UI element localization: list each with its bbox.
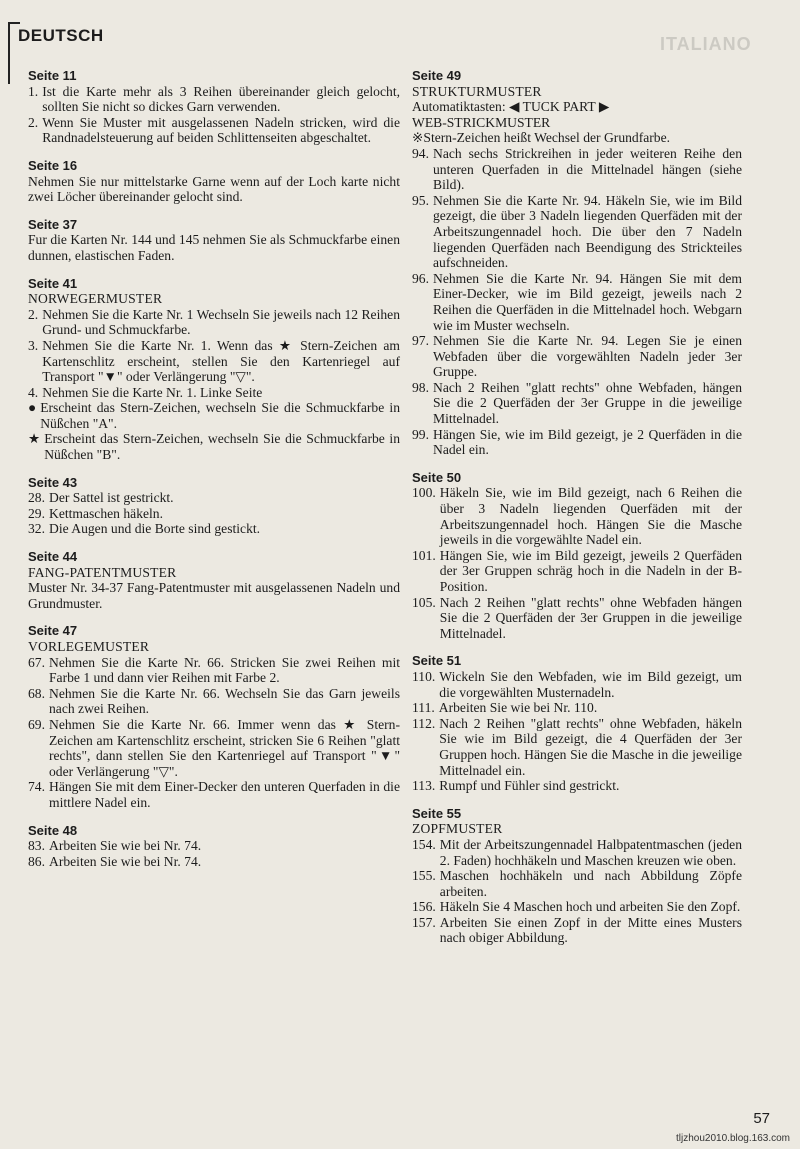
section-title: Seite 44	[28, 549, 78, 565]
item-text: Mit der Arbeitszungennadel Halbpatentmaschen (jeden 2. Faden) hochhäkeln und Maschen kreuzen wie oben.	[439, 836, 742, 868]
item-number: 97.	[412, 333, 429, 349]
instruction-item	[28, 232, 400, 263]
instruction-item	[412, 778, 742, 794]
section-subtitle: FANG-PATENTMUSTER	[28, 564, 177, 580]
section-subtitle: NORWEGERMUSTER	[28, 291, 163, 307]
section-title: Seite 11	[28, 68, 77, 83]
instruction-item	[412, 427, 742, 458]
item-text: Ist die Karte mehr als 3 Reihen übereinander gleich gelocht, sollten Sie nicht so dickes Garn verwenden.	[42, 83, 400, 115]
instruction-item	[412, 700, 742, 716]
item-number: 155.	[412, 868, 436, 884]
item-text: Nach 2 Reihen "glatt rechts" ohne Webfaden, häkeln Sie wie im Bild gezeigt, die 4 Querfäden der 3er Gruppen hoch. Hängen Sie die Masche in die jeweilige Mittelnadel ein.	[439, 715, 742, 778]
instruction-item	[28, 115, 400, 146]
instruction-item	[28, 338, 400, 385]
item-text: Wickeln Sie den Webfaden, wie im Bild gezeigt, um die vorgewählten Musternadeln.	[439, 668, 742, 700]
section-title: Seite 48	[28, 822, 78, 838]
section	[28, 623, 400, 810]
right-column	[412, 68, 742, 958]
page-number: 57	[753, 1110, 770, 1127]
item-text: Arbeiten Sie wie bei Nr. 74.	[49, 838, 202, 854]
item-number: 99.	[412, 426, 429, 442]
instruction-item	[412, 380, 742, 427]
item-text: Nehmen Sie die Karte Nr. 94. Legen Sie je einen Webfaden über die vorgewählten Nadeln jeder 3er Gruppe.	[433, 333, 742, 380]
item-text: Wenn Sie Muster mit ausgelassenen Nadeln stricken, wird die Randnadelsteuerung auf beiden Schlittenseiten abgeschaltet.	[42, 114, 400, 146]
item-number: 29.	[28, 505, 45, 521]
instruction-item	[28, 521, 400, 537]
item-text: Kettmaschen häkeln.	[49, 505, 163, 521]
instruction-item	[28, 506, 400, 522]
item-text: Nehmen Sie die Karte Nr. 1 Wechseln Sie jeweils nach 12 Reihen Grund- und Schmuckfarbe.	[42, 306, 400, 338]
item-number: 105.	[412, 594, 436, 610]
item-number: 86.	[28, 853, 45, 869]
item-number: 156.	[412, 899, 436, 915]
language-header: DEUTSCH	[18, 26, 104, 45]
item-text: Nach sechs Strickreihen in jeder weiteren Reihe den unteren Querfaden in die Mittelnadel hängen (siehe Bild).	[433, 145, 742, 193]
bleed-through-heading: ITALIANO	[660, 34, 752, 54]
instruction-item	[28, 385, 400, 401]
section	[28, 68, 400, 146]
instruction-item	[28, 838, 400, 854]
instruction-item	[28, 84, 400, 115]
item-text: Häkeln Sie, wie im Bild gezeigt, nach 6 Reihen die über 3 Nadeln liegenden Querfäden mit der Arbeitszungennadel hoch. Hängen Sie die Masche jeweils in die vorgewählte Nadel ein.	[439, 485, 742, 548]
item-number: 28.	[28, 490, 45, 506]
left-column	[28, 68, 400, 881]
item-number: 154.	[412, 836, 436, 852]
item-text: Nehmen Sie die Karte Nr. 1. Wenn das ★ Stern-Zeichen am Kartenschlitz erscheint, stellen Sie den Kartenriegel auf Transport "▼" oder Verlängerung "▽".	[42, 337, 400, 385]
item-number: 112.	[412, 715, 436, 731]
instruction-item	[28, 431, 400, 462]
instruction-item	[28, 307, 400, 338]
section	[28, 217, 400, 264]
item-text: Der Sattel ist gestrickt.	[49, 490, 174, 506]
item-text: Nehmen Sie die Karte Nr. 94. Häkeln Sie, wie im Bild gezeigt, die über 3 Nadeln liegenden Querfäden mit der Arbeitszungennadel hoch. Die über den 7 Nadeln liegenden Querfäden nach Beendigung des Strickteiles aufschneiden.	[433, 192, 742, 271]
instruction-item	[412, 899, 742, 915]
section	[28, 158, 400, 205]
item-number: ●	[28, 400, 37, 416]
section-title: Seite 55	[412, 805, 462, 821]
section-subtitle: VORLEGEMUSTER	[28, 639, 150, 654]
item-number: 113.	[412, 778, 436, 794]
instruction-item	[412, 868, 742, 899]
section-title: Seite 49	[412, 68, 462, 83]
item-number: 2.	[28, 114, 39, 130]
item-text: Nehmen Sie die Karte Nr. 94. Hängen Sie mit dem Einer-Decker, wie im Bild gezeigt, jeweils nach 2 Reihen die Querfäden in die Mittelnadel hoch. Webgarn wie im Muster wechseln.	[433, 270, 742, 333]
item-text: Hängen Sie, wie im Bild gezeigt, je 2 Querfäden in die Nadel ein.	[433, 426, 742, 458]
item-number: 110.	[412, 668, 436, 684]
item-number: 69.	[28, 716, 45, 732]
section-title: Seite 37	[28, 216, 78, 232]
section-title: Seite 47	[28, 623, 78, 639]
section	[412, 806, 742, 946]
instruction-item	[412, 193, 742, 271]
item-number: 1.	[28, 83, 39, 99]
item-text: Arbeiten Sie einen Zopf in der Mitte eines Musters nach obiger Abbildung.	[439, 914, 742, 946]
section	[412, 653, 742, 793]
item-text: Muster Nr. 34-37 Fang-Patentmuster mit ausgelassenen Nadeln und Grundmuster.	[28, 580, 400, 611]
instruction-item	[28, 686, 400, 717]
instruction-item	[28, 490, 400, 506]
item-number: 101.	[412, 547, 436, 563]
info-line: ※Stern-Zeichen heißt Wechsel der Grundfarbe.	[412, 130, 671, 146]
instruction-item	[412, 716, 742, 778]
item-text: Hängen Sie, wie im Bild gezeigt, jeweils 2 Querfäden der 3er Gruppen schräg hoch in die Nadeln in der B-Position.	[439, 547, 742, 594]
item-text: Häkeln Sie 4 Maschen hoch und arbeiten Sie den Zopf.	[439, 899, 741, 915]
item-text: Fur die Karten Nr. 144 und 145 nehmen Sie als Schmuckfarbe einen dunnen, elastischen Faden.	[28, 232, 400, 263]
item-text: Nehmen Sie die Karte Nr. 1. Linke Seite	[42, 384, 263, 400]
instruction-item	[412, 146, 742, 193]
item-number: 3.	[28, 337, 39, 353]
info-line: Automatiktasten: ◀ TUCK PART ▶	[412, 99, 610, 115]
watermark: tljzhou2010.blog.163.com	[676, 1133, 790, 1144]
item-number: 2.	[28, 306, 39, 322]
item-text: Nehmen Sie die Karte Nr. 66. Stricken Sie zwei Reihen mit Farbe 1 und dann vier Reihen mit Farbe 2.	[49, 654, 400, 686]
item-text: Maschen hochhäkeln und nach Abbildung Zöpfe arbeiten.	[439, 868, 742, 899]
item-number: 95.	[412, 192, 429, 208]
item-text: Nehmen Sie die Karte Nr. 66. Immer wenn das ★ Stern-Zeichen am Kartenschlitz erscheint, stricken Sie 6 Reihen "glatt rechts", dann stellen Sie den Kartenriegel auf Transport "▼" oder Verlängerung "▽".	[49, 716, 400, 779]
instruction-item	[412, 548, 742, 595]
instruction-item	[412, 485, 742, 547]
item-number: 83.	[28, 838, 45, 854]
section-title: Seite 50	[412, 469, 462, 485]
item-text: Hängen Sie mit dem Einer-Decker den unteren Querfaden in die mittlere Nadel ein.	[49, 779, 400, 810]
item-number: 157.	[412, 914, 436, 930]
section-subtitle: STRUKTURMUSTER	[412, 83, 542, 99]
item-text: Nach 2 Reihen "glatt rechts" ohne Webfaden hängen Sie die 2 Querfäden der 3er Gruppen in die jeweilige Mittelnadel.	[439, 594, 742, 641]
item-text: Nach 2 Reihen "glatt rechts" ohne Webfaden, hängen Sie die 2 Querfäden der 3er Gruppe in die jeweilige Mittelnadel.	[433, 379, 742, 427]
info-line: WEB-STRICKMUSTER	[412, 114, 551, 130]
instruction-item	[28, 400, 400, 431]
section	[28, 823, 400, 870]
section	[412, 470, 742, 642]
instruction-item	[412, 915, 742, 946]
item-number: 32.	[28, 521, 45, 537]
item-number: 111.	[412, 700, 435, 716]
instruction-item	[412, 669, 742, 700]
item-text: Rumpf und Fühler sind gestrickt.	[439, 778, 620, 794]
item-text: Erscheint das Stern-Zeichen, wechseln Sie die Schmuckfarbe in Nüßchen "B".	[44, 431, 400, 463]
item-text: Erscheint das Stern-Zeichen, wechseln Sie die Schmuckfarbe in Nüßchen "A".	[40, 400, 400, 431]
item-text: Arbeiten Sie wie bei Nr. 74.	[49, 853, 202, 869]
section-title: Seite 43	[28, 474, 78, 490]
section	[412, 68, 742, 458]
instruction-item	[412, 595, 742, 642]
item-number: 68.	[28, 685, 45, 701]
instruction-item	[28, 655, 400, 686]
section-title: Seite 51	[412, 653, 462, 669]
item-text: Nehmen Sie nur mittelstarke Garne wenn auf der Loch karte nicht zwei Löcher übereinander gelocht sind.	[28, 173, 400, 205]
instruction-item	[28, 717, 400, 779]
item-text: Die Augen und die Borte sind gestickt.	[49, 521, 261, 537]
section	[28, 549, 400, 611]
item-number: 94.	[412, 145, 429, 161]
instruction-item	[28, 779, 400, 810]
section-title: Seite 41	[28, 275, 78, 291]
item-number: 4.	[28, 384, 39, 400]
item-number: 98.	[412, 379, 429, 395]
section	[28, 475, 400, 537]
section	[28, 276, 400, 463]
item-number: 100.	[412, 485, 436, 501]
item-number: 67.	[28, 654, 45, 670]
instruction-item	[28, 174, 400, 205]
item-text: Nehmen Sie die Karte Nr. 66. Wechseln Sie das Garn jeweils nach zwei Reihen.	[49, 685, 400, 717]
item-number: 74.	[28, 779, 45, 795]
item-number: ★	[28, 431, 41, 447]
item-number: 96.	[412, 270, 429, 286]
instruction-item	[28, 580, 400, 611]
instruction-item	[412, 333, 742, 380]
section-subtitle: ZOPFMUSTER	[412, 821, 503, 837]
instruction-item	[412, 837, 742, 868]
instruction-item	[28, 854, 400, 870]
section-title: Seite 16	[28, 157, 78, 173]
instruction-item	[412, 271, 742, 333]
item-text: Arbeiten Sie wie bei Nr. 110.	[438, 700, 598, 716]
